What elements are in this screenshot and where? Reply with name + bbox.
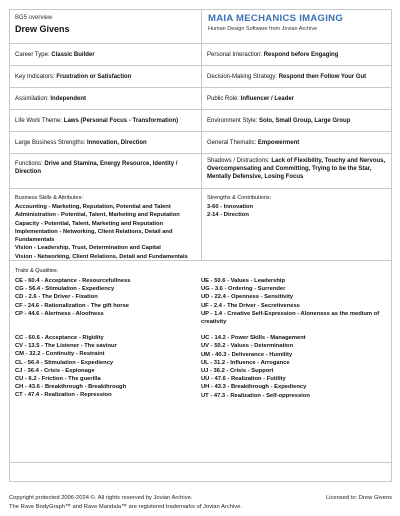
page-footer	[9, 494, 392, 512]
skill-item: Accounting - Marketing, Reputation, Potential and Talent	[15, 204, 171, 210]
business-skills-title: Business Skills & Attributes:	[15, 195, 83, 201]
trait-item: CF - 24.6 - Rationalization - The gift horse	[15, 302, 130, 309]
trait-item: UE - 50.6 - Values - Leadership	[201, 278, 286, 284]
row-life-work	[10, 110, 391, 132]
trait-item: UT - 47.3 - Realization - Self-oppression	[201, 392, 310, 399]
skill-item: Vision - Networking, Client Relations, Detail and Fundamentals	[15, 253, 188, 260]
trademark-notice: The Rave BodyGraph™ and Rave Mandala™ are registered trademarks of Jovian Archive.	[9, 504, 242, 510]
overview-label: BG5 overview	[15, 15, 53, 21]
sheet-header	[10, 10, 391, 44]
row-assimilation	[10, 88, 391, 110]
license-notice: Licensed to: Drew Givens	[325, 495, 392, 501]
trait-item: CV - 13.5 - The Listener - The saviour	[15, 343, 117, 350]
personal-interaction: Personal Interaction: Respond before Engaging	[207, 52, 339, 58]
trait-item: UU - 47.6 - Realization - Futility	[201, 376, 286, 383]
header-left	[10, 10, 202, 43]
person-name: Drew Givens	[15, 24, 70, 34]
trait-item: UL - 31.2 - Influence - Arrogance	[201, 359, 290, 366]
skill-item: Vision - Leadership, Trust, Determination and Capital	[15, 245, 161, 252]
trait-item: UJ - 36.2 - Crisis - Support	[201, 368, 274, 375]
traits-right-column	[201, 277, 386, 400]
trait-item: UM - 40.3 - Deliverance - Humility	[201, 351, 293, 358]
trait-item: UP - 1.4 - Creative Self-Expression - Aloneness as the medium of creativity	[201, 310, 380, 326]
skill-item: Implementation - Networking, Client Relations, Detail and Fundamentals	[15, 228, 173, 244]
key-indicators: Key Indicators: Frustration or Satisfaction	[10, 66, 202, 87]
shadows-distractions: Shadows / Distractions: Lack of Flexibility, Touchy and Nervous, Overcompensating and Committing, Trying to be the Star, Mentally Defensive, Losing Focus	[207, 158, 386, 180]
traits-left-column	[15, 277, 201, 400]
trait-item: UC - 14.2 - Power Skills - Management	[201, 335, 306, 342]
decision-strategy: Decision-Making Strategy: Respond then Follow Your Gut	[207, 74, 367, 80]
header-right	[202, 10, 391, 43]
row-career	[10, 44, 391, 66]
trait-item: UD - 22.4 - Openness - Sensitivity	[201, 294, 294, 301]
trait-item: CG - 56.4 - Stimulation - Expediency	[15, 286, 115, 293]
functions: Functions: Drive and Stamina, Energy Resource, Identity / Direction	[10, 154, 202, 188]
brand-subtitle: Human Design Software from Jovian Archive	[208, 26, 318, 32]
strengths-title: Strengths & Contributions:	[207, 195, 272, 201]
trait-item: UH - 43.3 - Breakthrough - Expediency	[201, 384, 307, 391]
large-business-strengths: Large Business Strengths: Innovation, Direction	[10, 132, 202, 153]
row-skills	[10, 189, 391, 261]
life-work-theme: Life Work Theme: Laws (Personal Focus - Transformation)	[10, 110, 202, 131]
traits-title: Traits & Qualities:	[15, 268, 59, 274]
trait-item: UV - 50.2 - Values - Determination	[201, 343, 294, 350]
career-type: Career Type: Classic Builder	[10, 44, 202, 65]
trait-item: UG - 3.6 - Ordering - Surrender	[201, 286, 286, 293]
public-role: Public Role: Influencer / Leader	[207, 96, 295, 102]
trait-item: CM - 32.2 - Continuity - Restraint	[15, 351, 105, 358]
copyright-notice: Copyright protected 2006-2024 ©. All rights reserved by Jovian Archive.	[9, 495, 193, 501]
trait-item: CD - 2.6 - The Driver - Fixation	[15, 294, 98, 301]
trait-item: UF - 2.4 - The Driver - Secretiveness	[201, 302, 300, 309]
trait-item: CJ - 36.4 - Crisis - Espionage	[15, 367, 95, 374]
row-functions	[10, 154, 391, 189]
general-thematic: General Thematic: Empowerment	[207, 140, 300, 146]
environment-style: Environment Style: Solo, Small Group, Large Group	[207, 118, 351, 124]
strengths-contributions	[202, 189, 391, 260]
assimilation: Assimilation: Independent	[10, 88, 202, 109]
trait-item: CH - 43.6 - Breakthrough - Breakthrough	[15, 384, 127, 391]
bg5-overview-sheet	[9, 9, 392, 482]
trait-item: CL - 56.4 - Stimulation - Expediency	[15, 359, 114, 366]
trait-item: CP - 44.6 - Alertness - Aloofness	[15, 310, 104, 317]
row-indicators	[10, 66, 391, 88]
business-skills	[10, 189, 202, 260]
trait-item: CC - 60.6 - Acceptance - Rigidity	[15, 335, 104, 342]
skill-item: Capacity - Potential, Talent, Marketing and Reputation	[15, 220, 164, 227]
trait-item: CU - 6.2 - Friction - The guerilla	[15, 376, 101, 383]
strength-item: 3-60 - Innovation	[207, 204, 254, 210]
row-strengths	[10, 132, 391, 154]
traits-section	[10, 261, 391, 463]
brand-logo-text: MAIA MECHANICS IMAGING	[208, 13, 344, 24]
trait-item: CE - 60.4 - Acceptance - Resourcefullness	[15, 278, 131, 284]
trait-item: CT - 47.4 - Realization - Repression	[15, 392, 112, 399]
skill-item: Administration - Potential, Talent, Marketing and Reputation	[15, 212, 180, 219]
strength-item: 2-14 - Direction	[207, 212, 249, 219]
